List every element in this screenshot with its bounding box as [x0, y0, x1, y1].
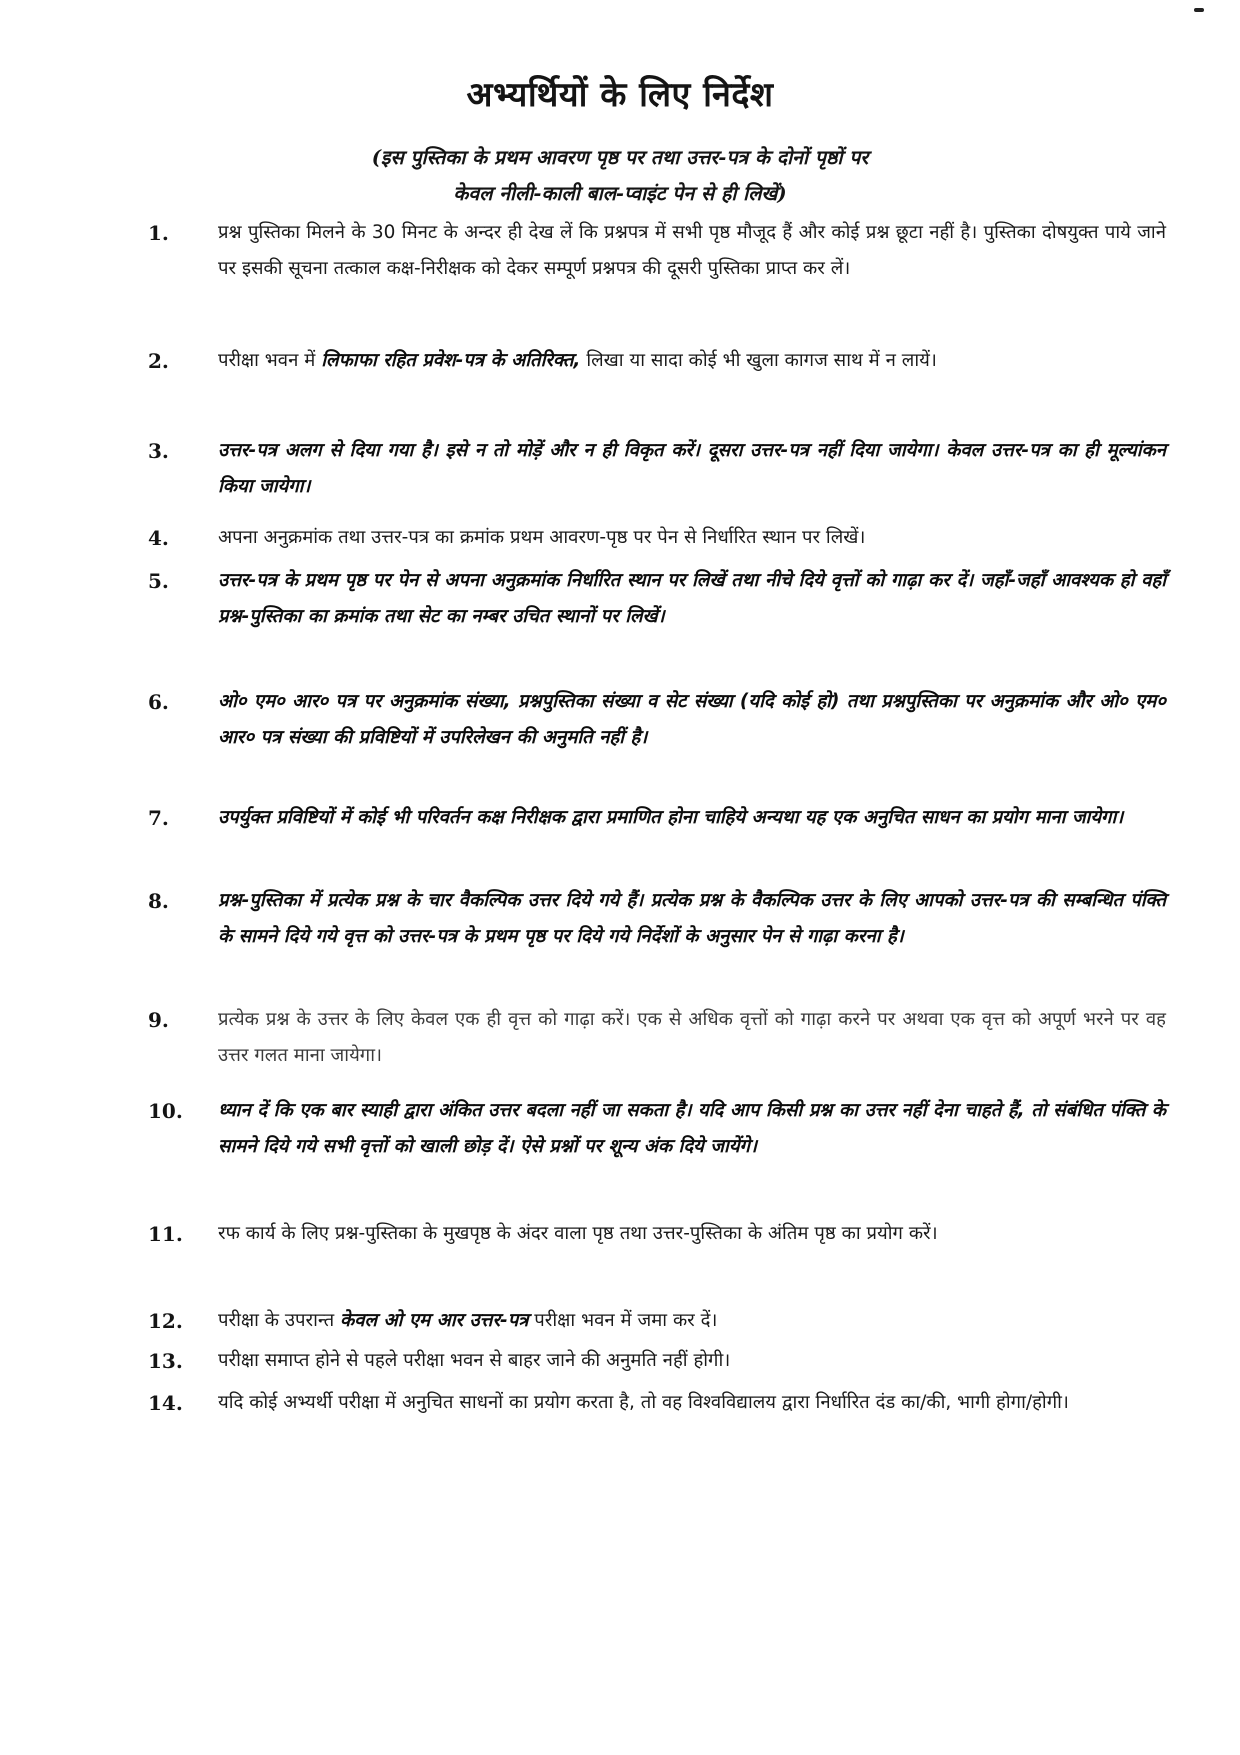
instruction-number: 1.	[148, 221, 169, 245]
instruction-item-12	[148, 1303, 1166, 1339]
instruction-number: 3.	[148, 439, 169, 463]
instruction-text-part: लिखा या सादा कोई भी खुला कागज साथ में न लायें।	[580, 350, 937, 371]
instruction-item-3	[148, 433, 1166, 505]
instruction-text-emphasis: केवल ओ एम आर उत्तर-पत्र	[340, 1310, 529, 1331]
instruction-text: उत्तर-पत्र के प्रथम पृष्ठ पर पेन से अपना अनुक्रमांक निर्धारित स्थान पर लिखें तथा नीचे दिये वृत्तों को गाढ़ा कर दें। जहाँ-जहाँ आवश्यक हो वहाँ प्रश्न-पुस्तिका का क्रमांक तथा सेट का नम्बर उचित स्थानों पर लिखें।	[218, 570, 1166, 627]
instruction-item-7	[148, 800, 1166, 836]
instruction-number: 11.	[148, 1222, 183, 1246]
instruction-item-10	[148, 1093, 1166, 1165]
scan-mark	[1194, 8, 1204, 12]
instruction-number: 10.	[148, 1099, 183, 1123]
instruction-item-8	[148, 883, 1166, 955]
instruction-item-4	[148, 520, 1166, 556]
page-title: अभ्यर्थियों के लिए निर्देश	[466, 75, 774, 115]
subtitle-line-1: (इस पुस्तिका के प्रथम आवरण पृष्ठ पर तथा उत्तर-पत्र के दोनों पृष्ठों पर	[371, 146, 869, 169]
instruction-text: प्रत्येक प्रश्न के उत्तर के लिए केवल एक ही वृत्त को गाढ़ा करें। एक से अधिक वृत्तों को गाढ़ा करने पर अथवा एक वृत्त को अपूर्ण भरने पर वह उत्तर गलत माना जायेगा।	[218, 1009, 1166, 1066]
instruction-text: ओ० एम० आर० पत्र पर अनुक्रमांक संख्या, प्रश्नपुस्तिका संख्या व सेट संख्या (यदि कोई हो) तथा प्रश्नपुस्तिका पर अनुक्रमांक और ओ० एम० आर० पत्र संख्या की प्रविष्टियों में उपरिलेखन की अनुमति नहीं है।	[218, 691, 1166, 748]
instruction-text: यदि कोई अभ्यर्थी परीक्षा में अनुचित साधनों का प्रयोग करता है, तो वह विश्वविद्यालय द्वारा निर्धारित दंड का/की, भागी होगा/होगी।	[218, 1392, 1069, 1413]
instruction-text: प्रश्न-पुस्तिका में प्रत्येक प्रश्न के चार वैकल्पिक उत्तर दिये गये हैं। प्रत्येक प्रश्न के वैकल्पिक उत्तर के लिए आपको उत्तर-पत्र की सम्बन्धित पंक्ति के सामने दिये गये वृत्त को उत्तर-पत्र के प्रथम पृष्ठ पर दिये गये निर्देशों के अनुसार पेन से गाढ़ा करना है।	[218, 890, 1166, 947]
instruction-item-9	[148, 1002, 1166, 1074]
instruction-text: उपर्युक्त प्रविष्टियों में कोई भी परिवर्तन कक्ष निरीक्षक द्वारा प्रमाणित होना चाहिये अन्यथा यह एक अनुचित साधन का प्रयोग माना जायेगा।	[218, 807, 1124, 828]
page-subtitle	[0, 140, 1240, 212]
instruction-text: परीक्षा समाप्त होने से पहले परीक्षा भवन से बाहर जाने की अनुमति नहीं होगी।	[218, 1350, 731, 1371]
instruction-text-emphasis: लिफाफा रहित प्रवेश-पत्र के अतिरिक्त,	[321, 350, 581, 371]
instruction-number: 6.	[148, 690, 169, 714]
instruction-item-2	[148, 343, 1166, 379]
instruction-number: 13.	[148, 1349, 183, 1373]
instruction-number: 12.	[148, 1309, 183, 1333]
instruction-item-5	[148, 563, 1166, 635]
instruction-text	[218, 343, 1166, 379]
instruction-number: 2.	[148, 349, 169, 373]
instruction-number: 9.	[148, 1008, 169, 1032]
instruction-item-11	[148, 1216, 1166, 1252]
instruction-text: रफ कार्य के लिए प्रश्न-पुस्तिका के मुखपृष्ठ के अंदर वाला पृष्ठ तथा उत्तर-पुस्तिका के अंतिम पृष्ठ का प्रयोग करें।	[218, 1223, 938, 1244]
instruction-text-part: परीक्षा भवन में जमा कर दें।	[528, 1310, 718, 1331]
instruction-item-6	[148, 684, 1166, 756]
instruction-item-14	[148, 1385, 1166, 1421]
subtitle-line-2: केवल नीली-काली बाल-प्वाइंट पेन से ही लिखें)	[453, 182, 787, 205]
instruction-number: 7.	[148, 806, 169, 830]
instruction-text-part: परीक्षा भवन में	[218, 350, 322, 371]
instruction-number: 8.	[148, 889, 169, 913]
instruction-text	[218, 1303, 1166, 1339]
instruction-number: 14.	[148, 1391, 183, 1415]
instruction-number: 5.	[148, 569, 169, 593]
instruction-item-1	[148, 215, 1166, 287]
instruction-text: ध्यान दें कि एक बार स्याही द्वारा अंकित उत्तर बदला नहीं जा सकता है। यदि आप किसी प्रश्न का उत्तर नहीं देना चाहते हैं, तो संबंधित पंक्ति के सामने दिये गये सभी वृत्तों को खाली छोड़ दें। ऐसे प्रश्नों पर शून्य अंक दिये जायेंगे।	[218, 1100, 1166, 1157]
instruction-text: उत्तर-पत्र अलग से दिया गया है। इसे न तो मोड़ें और न ही विकृत करें। दूसरा उत्तर-पत्र नहीं दिया जायेगा। केवल उत्तर-पत्र का ही मूल्यांकन किया जायेगा।	[218, 440, 1166, 497]
instruction-number: 4.	[148, 526, 169, 550]
instruction-text: अपना अनुक्रमांक तथा उत्तर-पत्र का क्रमांक प्रथम आवरण-पृष्ठ पर पेन से निर्धारित स्थान पर लिखें।	[218, 527, 866, 548]
instruction-text: प्रश्न पुस्तिका मिलने के 30 मिनट के अन्दर ही देख लें कि प्रश्नपत्र में सभी पृष्ठ मौजूद हैं और कोई प्रश्न छूटा नहीं है। पुस्तिका दोषयुक्त पाये जाने पर इसकी सूचना तत्काल कक्ष-निरीक्षक को देकर सम्पूर्ण प्रश्नपत्र की दूसरी पुस्तिका प्राप्त कर लें।	[218, 222, 1166, 279]
instruction-item-13	[148, 1343, 1166, 1379]
instruction-text-part: परीक्षा के उपरान्त	[218, 1310, 341, 1331]
